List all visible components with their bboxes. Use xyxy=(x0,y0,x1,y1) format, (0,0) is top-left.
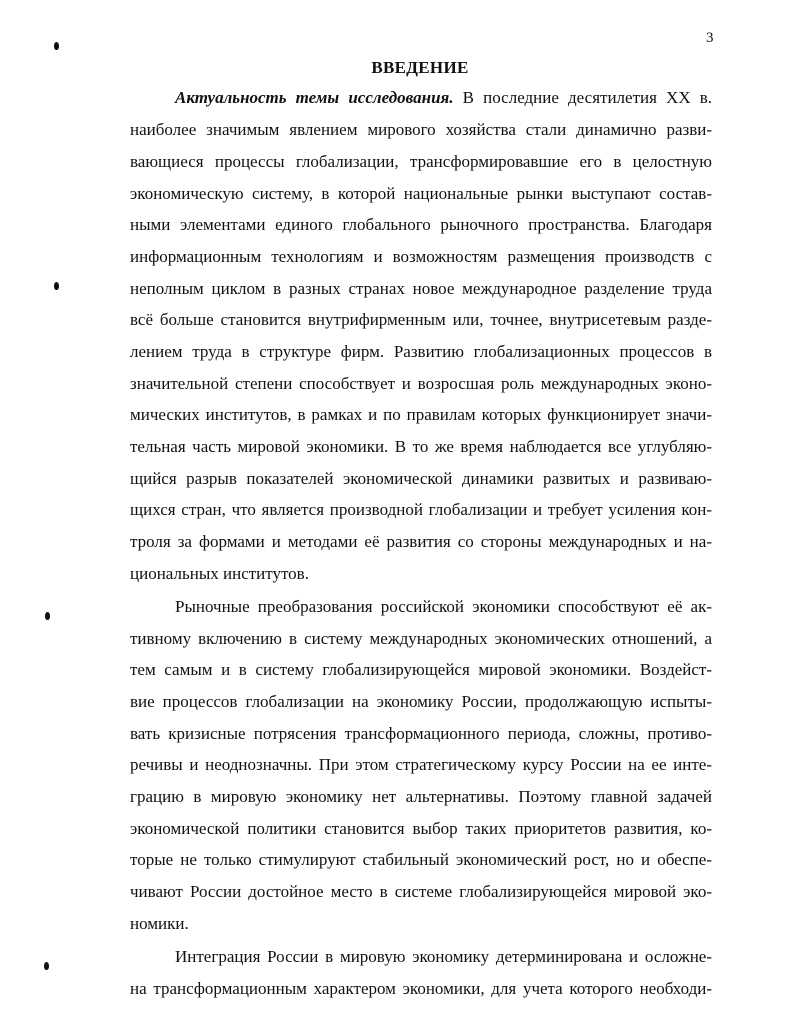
binder-hole-mark xyxy=(54,42,59,50)
paragraph-line: Актуальность темы исследования. В последние десятилетия XX в. xyxy=(175,88,712,107)
paragraph-line: торые не только стимулируют стабильный экономический рост, но и обеспе- xyxy=(130,850,712,869)
paragraph-line: всё больше становится внутрифирменным или, точнее, внутрисетевым разде- xyxy=(130,310,712,329)
paragraph-line: экономической политики становится выбор таких приоритетов развития, ко- xyxy=(130,819,712,838)
paragraph-line: наиболее значимым явлением мирового хозяйства стали динамично разви- xyxy=(130,120,712,139)
paragraph-line: экономическую систему, в которой национальные рынки выступают состав- xyxy=(130,184,712,203)
paragraph-line: значительной степени способствует и возросшая роль международных эконо- xyxy=(130,374,712,393)
paragraph-line: тельная часть мировой экономики. В то же время наблюдается все углубляю- xyxy=(130,437,712,456)
paragraph-line: тем самым и в систему глобализирующейся мировой экономики. Воздейст- xyxy=(130,660,712,679)
paragraph-line: вать кризисные потрясения трансформационного периода, сложны, противо- xyxy=(130,724,712,743)
paragraph-line: вие процессов глобализации на экономику России, продолжающую испыты- xyxy=(130,692,712,711)
section-heading: ВВЕДЕНИЕ xyxy=(371,58,469,77)
paragraph-line: информационным технологиям и возможностям размещения производств с xyxy=(130,247,712,266)
paragraph-line: вающиеся процессы глобализации, трансформировавшие его в целостную xyxy=(130,152,712,171)
paragraph-lead: Актуальность темы исследования. xyxy=(175,88,454,107)
paragraph-line: троля за формами и методами её развития со стороны международных и на- xyxy=(130,532,712,551)
paragraph-line: щихся стран, что является производной глобализации и требует усиления кон- xyxy=(130,500,712,519)
paragraph-line: чивают России достойное место в системе глобализирующейся мировой эко- xyxy=(130,882,712,901)
paragraph-line: Рыночные преобразования российской экономики способствуют её ак- xyxy=(175,597,712,616)
paragraph-line: лением труда в структуре фирм. Развитию глобализационных процессов в xyxy=(130,342,712,361)
paragraph-line: ными элементами единого глобального рыночного пространства. Благодаря xyxy=(130,215,712,234)
binder-hole-mark xyxy=(44,962,49,970)
paragraph-line: циональных институтов. xyxy=(130,564,309,583)
paragraph-line: грацию в мировую экономику нет альтернативы. Поэтому главной задачей xyxy=(130,787,712,806)
page-number: 3 xyxy=(706,30,714,46)
paragraph-line: неполным циклом в разных странах новое международное разделение труда xyxy=(130,279,712,298)
paragraph-line: номики. xyxy=(130,914,189,933)
binder-hole-mark xyxy=(45,612,50,620)
paragraph-line: на трансформационным характером экономики, для учета которого необходи- xyxy=(130,979,712,998)
paragraph-line: Интеграция России в мировую экономику детерминирована и осложне- xyxy=(175,947,712,966)
paragraph-line: речивы и неоднозначны. При этом стратегическому курсу России на ее инте- xyxy=(130,755,712,774)
paragraph-line: щийся разрыв показателей экономической динамики развитых и развиваю- xyxy=(130,469,712,488)
binder-hole-mark xyxy=(54,282,59,290)
paragraph-line: тивному включению в систему международных экономических отношений, а xyxy=(130,629,712,648)
paragraph-line: мических институтов, в рамках и по правилам которых функционирует значи- xyxy=(130,405,712,424)
